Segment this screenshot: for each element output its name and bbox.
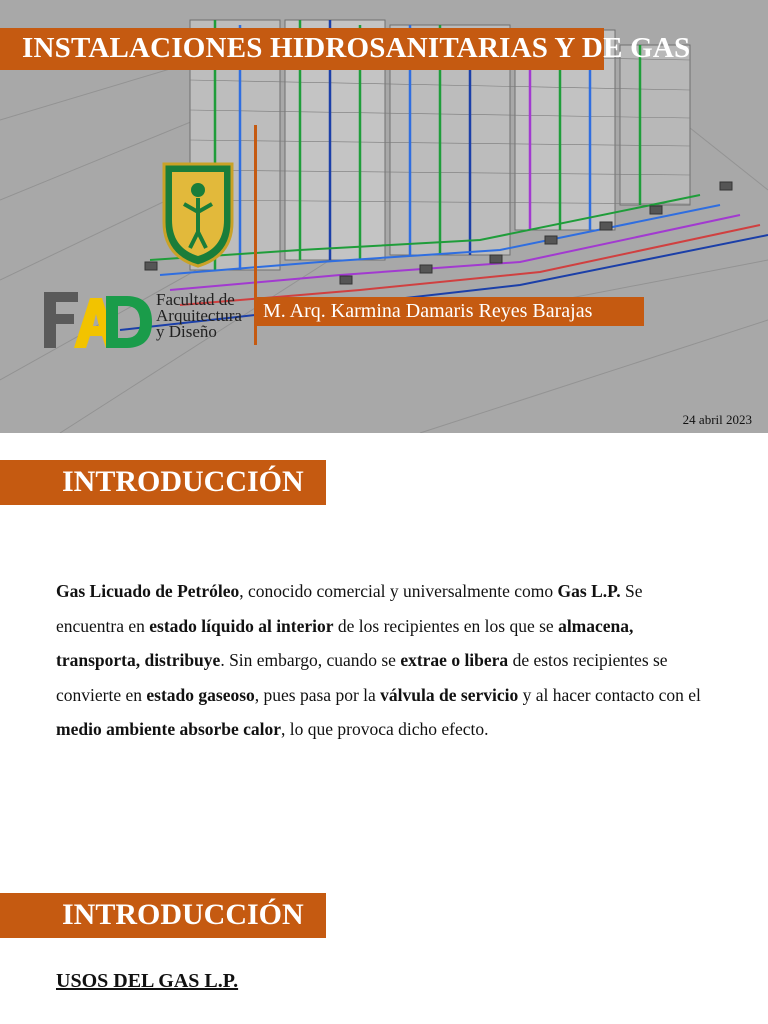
emphasis-text: estado gaseoso xyxy=(146,684,255,705)
body-text-segment: de estos recipientes se convierte en xyxy=(56,650,668,705)
body-text-segment: de los recipientes en los que se xyxy=(333,615,559,636)
faculty-line-3: y Diseño xyxy=(156,322,217,341)
presentation-title: INSTALACIONES HIDROSANITARIAS Y DE GAS xyxy=(22,32,691,64)
section-title: INTRODUCCIÓN xyxy=(62,465,304,498)
faculty-line-1: Facultad de xyxy=(156,290,235,309)
intro-paragraph xyxy=(56,574,712,747)
uses-subtitle: USOS DEL GAS L.P. xyxy=(56,970,239,992)
emphasis-text: extrae o libera xyxy=(400,650,509,671)
fad-logo-icon xyxy=(44,292,154,348)
cover-slide xyxy=(0,0,768,433)
body-text-segment: , conocido comercial y universalmente como xyxy=(239,581,558,601)
body-text-segment: . Sin embargo, cuando se xyxy=(220,650,401,671)
emphasis-text: Gas L.P. xyxy=(557,581,621,601)
body-text-segment: Se encuentra en xyxy=(56,581,643,636)
emphasis-text: válvula de servicio xyxy=(380,684,519,705)
author-name: M. Arq. Karmina Damaris Reyes Barajas xyxy=(263,300,593,322)
body-text-segment: y al hacer contacto con el xyxy=(518,684,701,705)
faculty-line-2: Arquitectura xyxy=(156,306,242,325)
body-text-segment: , lo que provoca dicho efecto. xyxy=(281,719,489,740)
emphasis-text: Gas Licuado de Petróleo xyxy=(56,581,240,601)
university-crest-icon xyxy=(160,160,236,268)
emphasis-text: medio ambiente absorbe calor xyxy=(56,719,282,740)
body-text-segment: , pues pasa por la xyxy=(254,684,381,705)
presentation-date: 24 abril 2023 xyxy=(682,412,752,427)
faculty-name xyxy=(156,292,242,340)
emphasis-text: estado líquido al interior xyxy=(149,615,334,636)
section-title-2: INTRODUCCIÓN xyxy=(62,898,304,931)
emphasis-text: almacena, transporta, distribuye xyxy=(56,615,634,671)
